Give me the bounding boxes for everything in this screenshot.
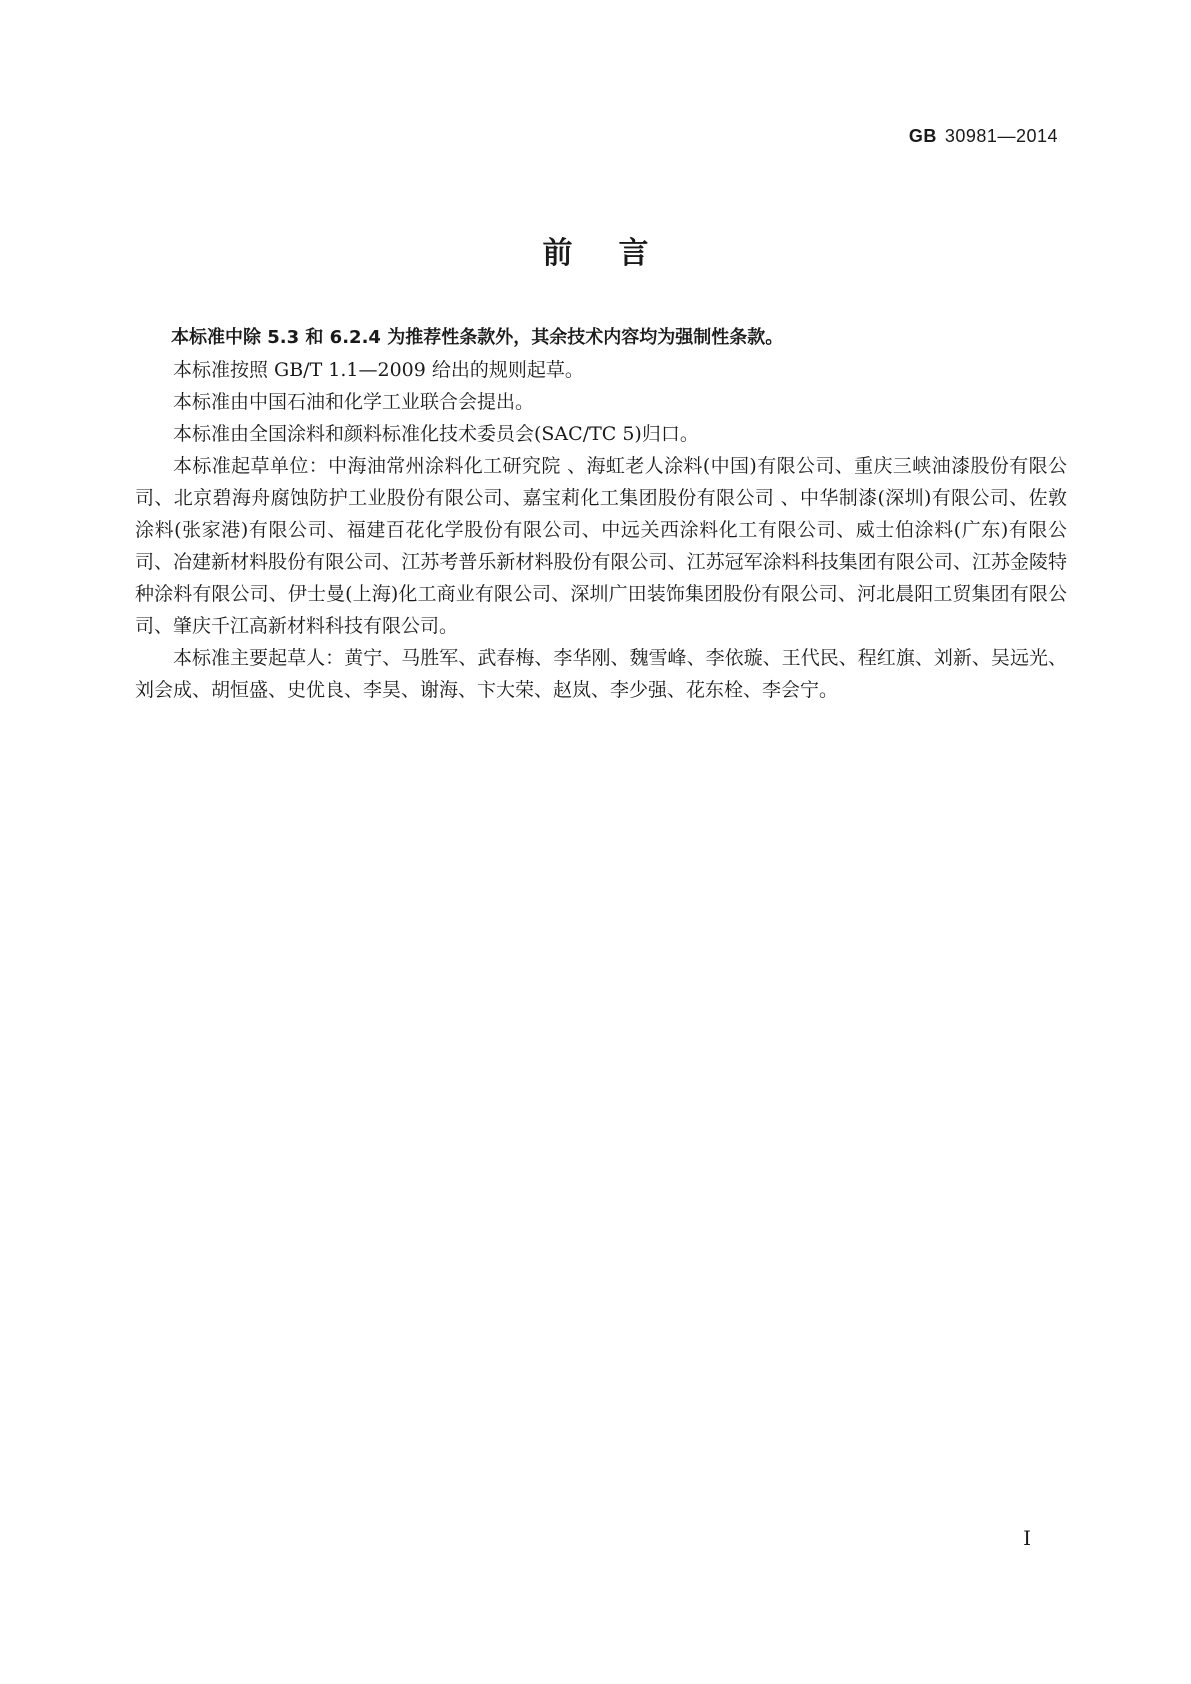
page-title: 前言 <box>542 236 695 271</box>
paragraph-mandatory-note: 本标准中除 5.3 和 6.2.4 为推荐性条款外，其余技术内容均为强制性条款。 <box>171 327 784 348</box>
paragraph-proposer: 本标准由中国石油和化学工业联合会提出。 <box>173 391 535 413</box>
page-number: I <box>1023 1526 1031 1550</box>
foreword-body <box>135 322 1067 706</box>
standard-prefix: GB <box>908 126 937 146</box>
paragraph-drafting-rules: 本标准按照 GB/T 1.1—2009 给出的规则起草。 <box>173 359 584 381</box>
standard-code <box>909 126 1058 147</box>
paragraph-drafting-units: 本标准起草单位：中海油常州涂料化工研究院 、海虹老人涂料(中国)有限公司、重庆三峡油漆股份有限公司、北京碧海舟腐蚀防护工业股份有限公司、嘉宝莉化工集团股份有限公司 、中华制漆(深圳)有限公司、佐敦涂料(张家港)有限公司、福建百花化学股份有限公司、中远关西涂料化工有限公司、威士伯涂料(广东)有限公司、冶建新材料股份有限公司、江苏考普乐新材料股份有限公司、江苏冠军涂料科技集团有限公司、江苏金陵特种涂料有限公司、伊士曼(上海)化工商业有限公司、深圳广田装饰集团股份有限公司、河北晨阳工贸集团有限公司、肇庆千江高新材料科技有限公司。 <box>135 455 1067 637</box>
paragraph-centralized-by: 本标准由全国涂料和颜料标准化技术委员会(SAC/TC 5)归口。 <box>173 423 699 445</box>
paragraph-drafters: 本标准主要起草人：黄宁、马胜军、武春梅、李华刚、魏雪峰、李依璇、王代民、程红旗、刘新、吴远光、刘会成、胡恒盛、史优良、李昊、谢海、卞大荣、赵岚、李少强、花东栓、李会宁。 <box>135 647 1067 701</box>
standard-number: 30981—2014 <box>944 126 1058 146</box>
